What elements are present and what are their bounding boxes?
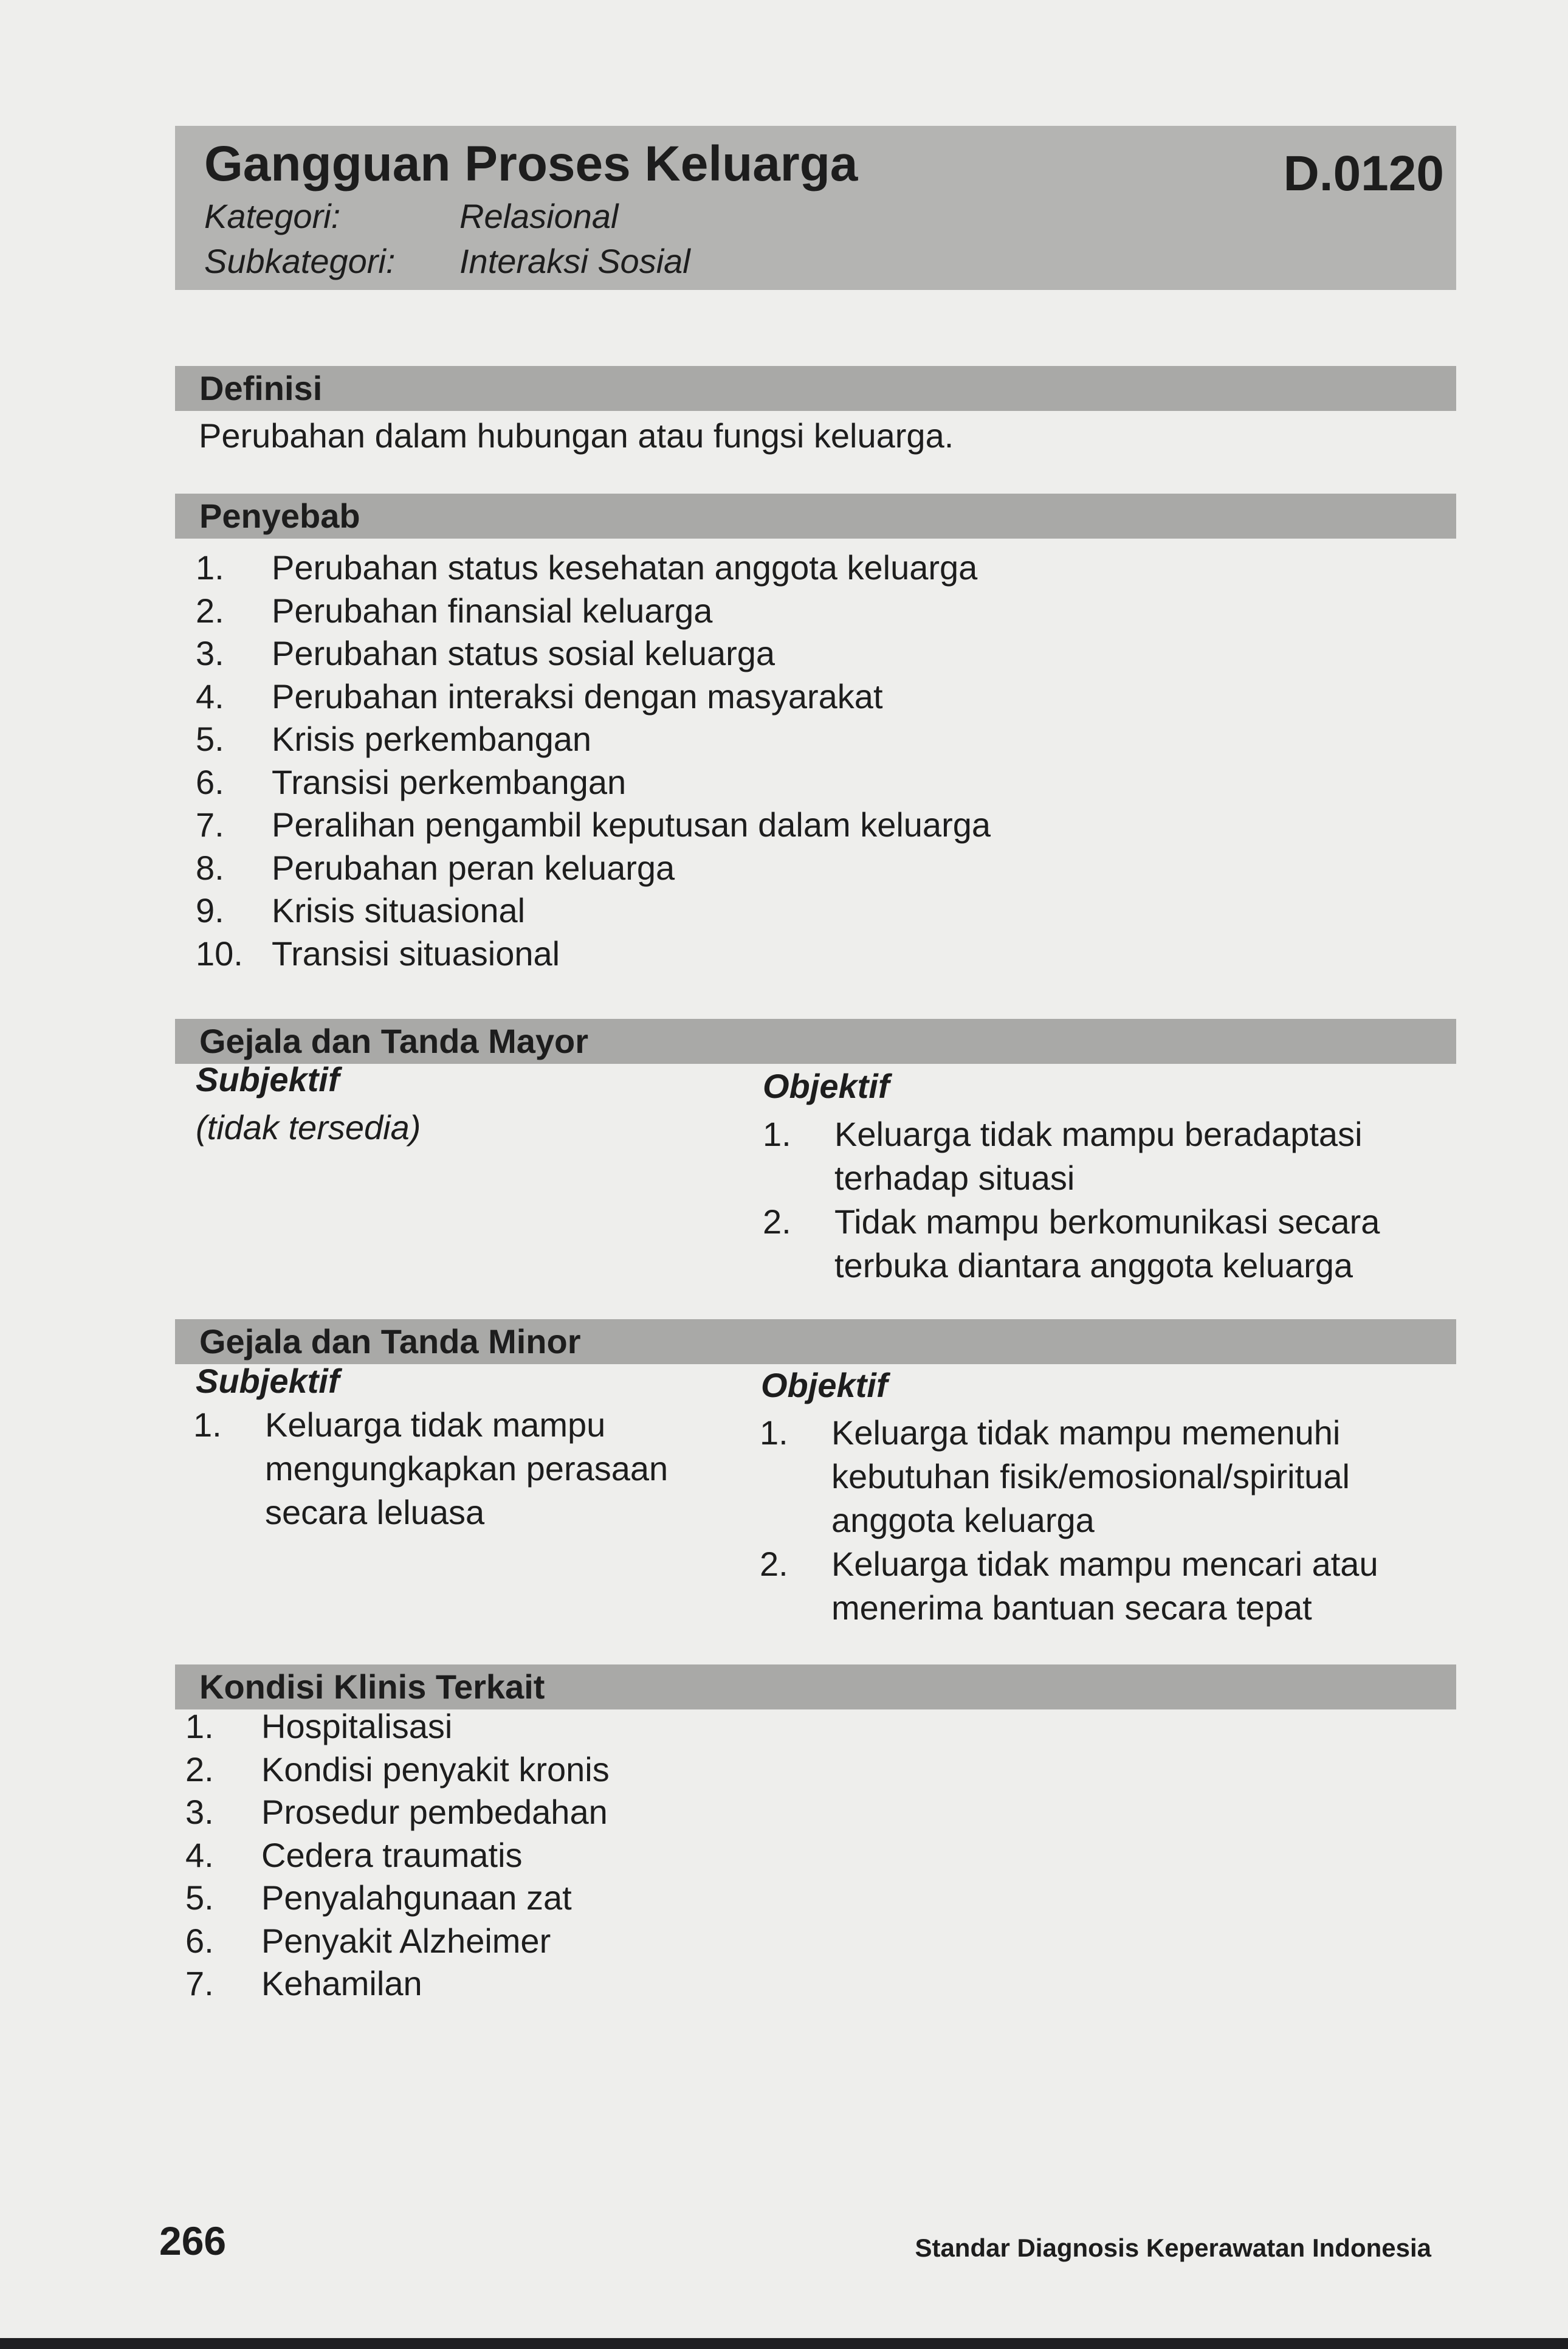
subkategori-row	[204, 239, 1432, 284]
minor-objektif-list	[760, 1411, 1434, 1630]
item-number: 1.	[763, 1115, 791, 1153]
diagnosis-code: D.0120	[1283, 146, 1444, 201]
item-number: 5.	[185, 1878, 214, 1917]
item-text: Krisis situasional	[272, 891, 526, 930]
item-number: 6.	[196, 762, 224, 801]
item-text: Penyalahgunaan zat	[261, 1878, 572, 1917]
kategori-value: Relasional	[459, 197, 619, 235]
minor-objektif-item	[760, 1411, 1434, 1542]
kondisi-item	[185, 1705, 975, 1748]
kondisi-item	[185, 1834, 975, 1877]
penyebab-item	[196, 590, 1229, 633]
item-number: 8.	[196, 848, 224, 887]
item-text: Peralihan pengambil keputusan dalam keluarga	[272, 805, 991, 844]
kondisi-list	[185, 1705, 975, 2006]
subkategori-value: Interaksi Sosial	[459, 242, 690, 280]
penyebab-item	[196, 804, 1229, 847]
item-text: Kehamilan	[261, 1964, 422, 2002]
minor-objektif-item	[760, 1542, 1434, 1630]
item-text: Cedera traumatis	[261, 1835, 523, 1874]
item-text: Keluarga tidak mampu mencari atau menerima bantuan secara tepat	[831, 1545, 1378, 1627]
item-text: Penyakit Alzheimer	[261, 1921, 551, 1960]
subkategori-label: Subkategori:	[204, 242, 396, 280]
item-number: 1.	[196, 548, 224, 587]
definisi-text: Perubahan dalam hubungan atau fungsi keluarga.	[199, 416, 954, 455]
item-text: Perubahan interaksi dengan masyarakat	[272, 677, 883, 716]
minor-heading: Gejala dan Tanda Minor	[175, 1319, 1456, 1364]
item-number: 1.	[193, 1406, 222, 1444]
penyebab-item	[196, 632, 1229, 675]
item-text: Transisi situasional	[272, 934, 560, 973]
item-text: Keluarga tidak mampu mengungkapkan perasaan secara leluasa	[265, 1406, 669, 1531]
item-number: 9.	[196, 891, 224, 930]
item-number: 10.	[196, 934, 243, 973]
item-number: 2.	[760, 1545, 788, 1583]
item-number: 2.	[185, 1750, 214, 1788]
mayor-subjektif-text: (tidak tersedia)	[196, 1108, 421, 1147]
penyebab-item	[196, 547, 1229, 590]
kondisi-item	[185, 1748, 975, 1792]
kondisi-item	[185, 1791, 975, 1834]
penyebab-item	[196, 718, 1229, 761]
mayor-heading: Gejala dan Tanda Mayor	[175, 1019, 1456, 1064]
item-number: 2.	[196, 591, 224, 630]
kategori-label: Kategori:	[204, 197, 341, 235]
item-number: 3.	[196, 634, 224, 672]
item-text: Prosedur pembedahan	[261, 1793, 608, 1831]
minor-subjektif-title: Subjektif	[196, 1362, 340, 1400]
mayor-objektif-title: Objektif	[763, 1067, 890, 1105]
item-text: Perubahan finansial keluarga	[272, 591, 713, 630]
penyebab-list	[196, 547, 1229, 975]
book-title: Standar Diagnosis Keperawatan Indonesia	[915, 2233, 1431, 2262]
item-number: 1.	[760, 1413, 788, 1452]
penyebab-item	[196, 889, 1229, 933]
item-number: 6.	[185, 1921, 214, 1960]
item-text: Perubahan status kesehatan anggota keluarga	[272, 548, 978, 587]
kondisi-item	[185, 1877, 975, 1920]
page-number: 266	[159, 2218, 227, 2263]
mayor-objektif-list	[763, 1112, 1431, 1288]
diagnosis-title: Gangguan Proses Keluarga	[204, 136, 858, 191]
minor-subjektif-item	[193, 1403, 740, 1534]
minor-subjektif-list	[193, 1403, 740, 1534]
item-number: 4.	[185, 1835, 214, 1874]
item-text: Keluarga tidak mampu beradaptasi terhadap situasi	[834, 1115, 1363, 1197]
item-text: Perubahan status sosial keluarga	[272, 634, 775, 672]
mayor-objektif-item	[763, 1112, 1431, 1200]
penyebab-item	[196, 675, 1229, 719]
item-text: Kondisi penyakit kronis	[261, 1750, 610, 1788]
diagnosis-header	[175, 126, 1456, 290]
item-number: 5.	[196, 720, 224, 758]
item-number: 4.	[196, 677, 224, 716]
kondisi-item	[185, 1962, 975, 2006]
minor-objektif-title: Objektif	[761, 1366, 888, 1404]
item-number: 7.	[185, 1964, 214, 2002]
penyebab-heading: Penyebab	[175, 494, 1456, 539]
penyebab-item	[196, 847, 1229, 890]
item-number: 2.	[763, 1202, 791, 1241]
penyebab-item	[196, 761, 1229, 804]
page-edge	[0, 2338, 1568, 2349]
definisi-heading: Definisi	[175, 366, 1456, 411]
mayor-objektif-item	[763, 1200, 1431, 1288]
item-number: 1.	[185, 1707, 214, 1745]
penyebab-item	[196, 933, 1229, 976]
item-number: 3.	[185, 1793, 214, 1831]
item-text: Perubahan peran keluarga	[272, 848, 675, 887]
item-text: Tidak mampu berkomunikasi secara terbuka diantara anggota keluarga	[834, 1202, 1380, 1285]
kategori-row	[204, 194, 1432, 239]
item-text: Transisi perkembangan	[272, 762, 627, 801]
item-number: 7.	[196, 805, 224, 844]
mayor-subjektif-title: Subjektif	[196, 1060, 340, 1099]
item-text: Krisis perkembangan	[272, 720, 592, 758]
item-text: Hospitalisasi	[261, 1707, 453, 1745]
kondisi-item	[185, 1920, 975, 1963]
item-text: Keluarga tidak mampu memenuhi kebutuhan fisik/emosional/spiritual anggota keluarga	[831, 1413, 1350, 1539]
kondisi-heading: Kondisi Klinis Terkait	[175, 1664, 1456, 1709]
